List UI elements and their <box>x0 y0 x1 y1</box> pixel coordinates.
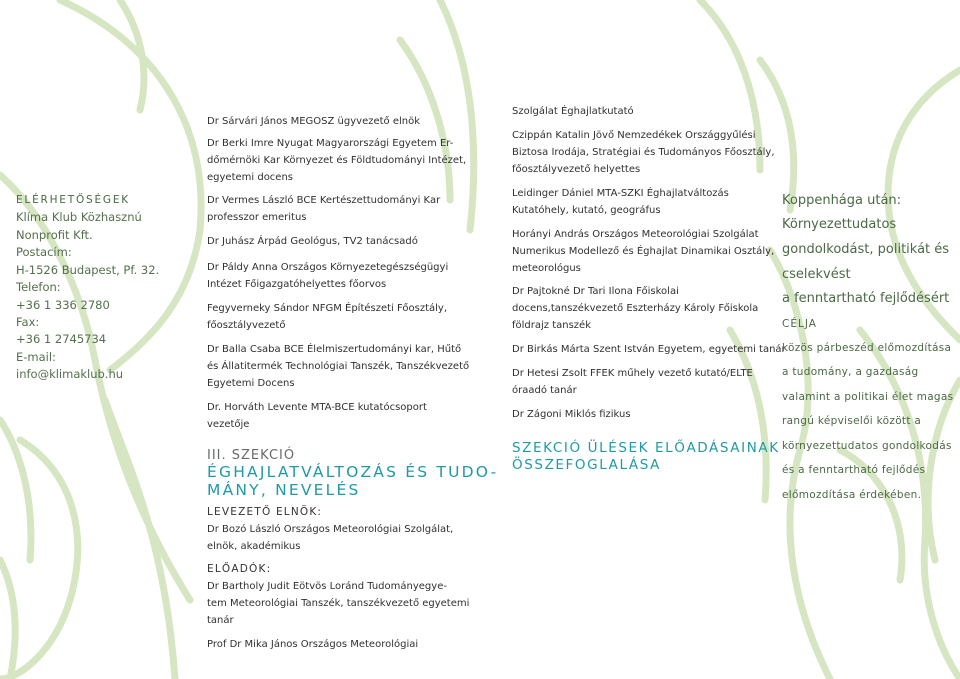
participant-line: Dr Sárvári János MEGOSZ ügyvezető elnök <box>207 116 421 127</box>
goal-line: közös párbeszéd előmozdítása <box>782 342 952 354</box>
section-title: ÉGHAJLATVÁLTOZÁS ÉS TUDO- <box>207 463 499 481</box>
contact-line: Fax: <box>16 315 40 329</box>
contact-email[interactable]: info@klimaklub.hu <box>16 367 124 381</box>
participant-line: Fegyverneky Sándor NFGM Építészeti Főosztály, <box>207 303 448 314</box>
speaker-line: óraadó tanár <box>512 385 577 396</box>
speaker-line: Dr Birkás Márta Szent István Egyetem, egyetemi tanár <box>512 344 786 355</box>
contact-line: Telefon: <box>16 280 61 294</box>
speaker-line: Dr Pajtokné Dr Tari Ilona Főiskolai <box>512 286 679 297</box>
speaker-line: Leidinger Dániel MTA-SZKI Éghajlatváltozás <box>512 188 729 199</box>
participant-line: Dr Berki Imre Nyugat Magyarországi Egyetem Er- <box>207 138 454 149</box>
speaker-line: tem Meteorológiai Tanszék, tanszékvezető egyetemi <box>207 598 470 609</box>
participant-line: főosztályvezető <box>207 320 286 331</box>
speaker-line: Kutatóhely, kutató, geográfus <box>512 205 661 216</box>
speaker-line: Dr Bartholy Judit Eötvös Loránd Tudományegye- <box>207 581 447 592</box>
speaker-line: földrajz tanszék <box>512 320 591 331</box>
participant-line: professzor emeritus <box>207 212 307 223</box>
goal-line: előmozdítása érdekében. <box>782 489 922 501</box>
goal-line: Koppenhága után: <box>782 193 902 208</box>
participant-line: és Állatitermék Technológiai Tanszék, Tanszékvezető <box>207 361 470 372</box>
participant-line: Dr Balla Csaba BCE Élelmiszertudományi kar, Hűtő <box>207 344 462 355</box>
chair-line: elnök, akadémikus <box>207 541 301 552</box>
section-title: MÁNY, NEVELÉS <box>207 481 361 499</box>
speaker-line: docens,tanszékvezető Eszterházy Károly Főiskola <box>512 303 759 314</box>
participant-line: dőmérnöki Kar Környezet és Földtudományi Intézet, <box>207 155 467 166</box>
goal-line: a tudomány, a gazdaság <box>782 366 919 378</box>
speaker-line: Szolgálat Éghajlatkutató <box>512 106 634 117</box>
speaker-line: Prof Dr Mika János Országos Meteorológiai <box>207 639 419 650</box>
contact-fax: +36 1 2745734 <box>16 332 107 346</box>
speaker-line: Czippán Katalin Jövő Nemzedékek Országgyűlési <box>512 130 756 141</box>
participant-line: Intézet Főigazgatóhelyettes főorvos <box>207 279 387 290</box>
goal-line: Környezettudatos <box>782 217 897 232</box>
speaker-line: Dr Hetesi Zsolt FFEK műhely vezető kutató/ELTE <box>512 368 753 379</box>
contact-line: E-mail: <box>16 350 56 364</box>
summary-title: ÖSSZEFOGLALÁSA <box>512 457 661 473</box>
participant-line: Dr Páldy Anna Országos Környezetegészségügyi <box>207 262 449 273</box>
contact-phone[interactable]: +36 1 336 2780 <box>16 298 110 312</box>
speaker-line: Numerikus Modellező és Éghajlat Dinamikai Osztály, <box>512 246 775 257</box>
goal-heading: CÉLJA <box>782 318 817 330</box>
participant-line: Dr Vermes László BCE Kertészettudományi Kar <box>207 195 441 206</box>
chair-heading: LEVEZETŐ ELNÖK: <box>207 506 323 518</box>
goal-line: rangú képviselői között a <box>782 415 922 427</box>
speaker-line: Biztosa Irodája, Stratégiai és Tudományos Főosztály, <box>512 147 775 158</box>
participant-line: vezetője <box>207 419 250 430</box>
speaker-line: meteorológus <box>512 263 581 274</box>
goal-line: valamint a politikai élet magas <box>782 391 954 403</box>
contact-line: H-1526 Budapest, Pf. 32. <box>16 263 160 277</box>
participant-line: Egyetemi Docens <box>207 378 295 389</box>
participant-line: Dr. Horváth Levente MTA-BCE kutatócsoport <box>207 402 427 413</box>
goal-line: cselekvést <box>782 267 851 282</box>
summary-title: SZEKCIÓ ÜLÉSEK ELŐADÁSAINAK <box>512 440 780 456</box>
speaker-line: főosztályvezető helyettes <box>512 164 641 175</box>
contact-line: Nonprofit Kft. <box>16 228 93 242</box>
contact-line: Postacím: <box>16 245 72 259</box>
participant-line: egyetemi docens <box>207 172 294 183</box>
participant-line: Dr Juhász Árpád Geológus, TV2 tanácsadó <box>207 236 418 247</box>
section-number: III. SZEKCIÓ <box>207 448 296 463</box>
goal-line: gondolkodást, politikát és <box>782 242 950 257</box>
goal-line: és a fenntartható fejlődés <box>782 464 926 476</box>
contact-heading: ELÉRHETŐSÉGEK <box>16 194 130 206</box>
speaker-line: Dr Zágoni Miklós fizikus <box>512 409 631 420</box>
speakers-heading: ELŐADÓK: <box>207 563 272 575</box>
goal-line: a fenntartható fejlődésért <box>782 291 950 306</box>
contact-line: Klíma Klub Közhasznú <box>16 210 142 224</box>
chair-line: Dr Bozó László Országos Meteorológiai Szolgálat, <box>207 524 454 535</box>
goal-line: környezettudatos gondolkodás <box>782 440 952 452</box>
speaker-line: tanár <box>207 615 234 626</box>
speaker-line: Horányi András Országos Meteorológiai Szolgálat <box>512 229 759 240</box>
